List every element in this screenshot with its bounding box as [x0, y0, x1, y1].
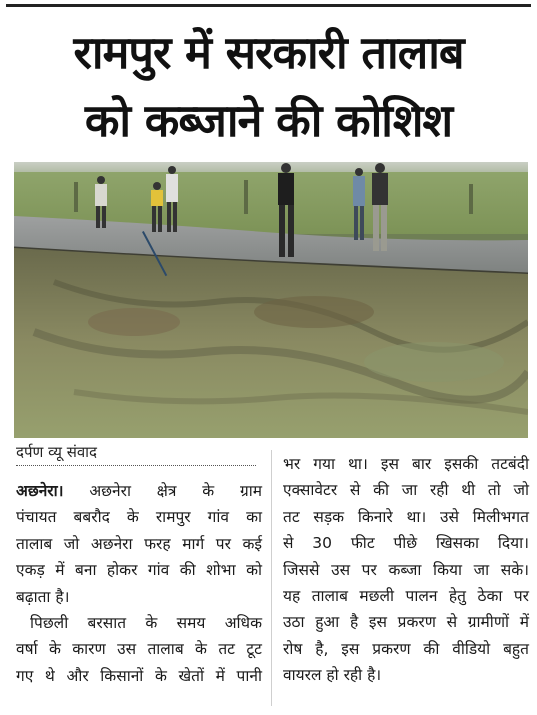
column-divider	[271, 450, 272, 706]
article-line: तालाब जो अछनेरा फरह मार्ग पर कई	[16, 534, 262, 553]
article-line: तट सड़क किनारे था। उसे मिलीभगत	[283, 507, 529, 526]
top-rule	[6, 4, 531, 7]
article-line: से 30 फीट पीछे खिसका दिया।	[283, 534, 529, 553]
dateline: अछनेरा।	[16, 482, 64, 500]
article-line: एक्सावेटर से की जा रही थी तो जो	[283, 481, 529, 500]
article-line: यह तालाब मछली पालन हेतु ठेका पर	[283, 587, 529, 606]
article-line: वायरल हो रही है।	[283, 666, 382, 685]
byline-rule	[16, 465, 256, 466]
article-right-column	[283, 451, 529, 689]
article-left-column	[16, 478, 262, 689]
article-line: भर गया था। इस बार इसकी तटबंदी	[283, 455, 529, 473]
article-line: अछनेरा। अछनेरा क्षेत्र के ग्राम	[16, 482, 262, 500]
photo-image	[14, 162, 528, 438]
news-photo	[14, 162, 528, 438]
article-line: पिछली बरसात के समय अधिक	[30, 614, 262, 633]
article-line: उठा हुआ है इस प्रकरण से ग्रामीणों में	[283, 613, 529, 632]
headline-line-2: को कब्जाने की कोशिश	[84, 94, 453, 147]
headline-line-1: रामपुर में सरकारी तालाब	[73, 26, 464, 79]
article-line: जिससे उस पर कब्जा किया जा सके।	[283, 560, 529, 579]
article-line: पंचायत बबरौद के रामपुर गांव का	[16, 508, 262, 527]
byline: दर्पण व्यू संवाद	[16, 443, 98, 461]
article-line: रोष है, इस प्रकरण की वीडियो बहुत	[283, 639, 529, 658]
article-line: वर्षा के कारण उस तालाब के तट टूट	[16, 640, 262, 659]
article-line: बढ़ाता है।	[16, 587, 70, 606]
article-line: एकड़ में बना होकर गांव की शोभा को	[16, 561, 262, 580]
article-line: गए थे और किसानों के खेतों में पानी	[16, 666, 262, 685]
